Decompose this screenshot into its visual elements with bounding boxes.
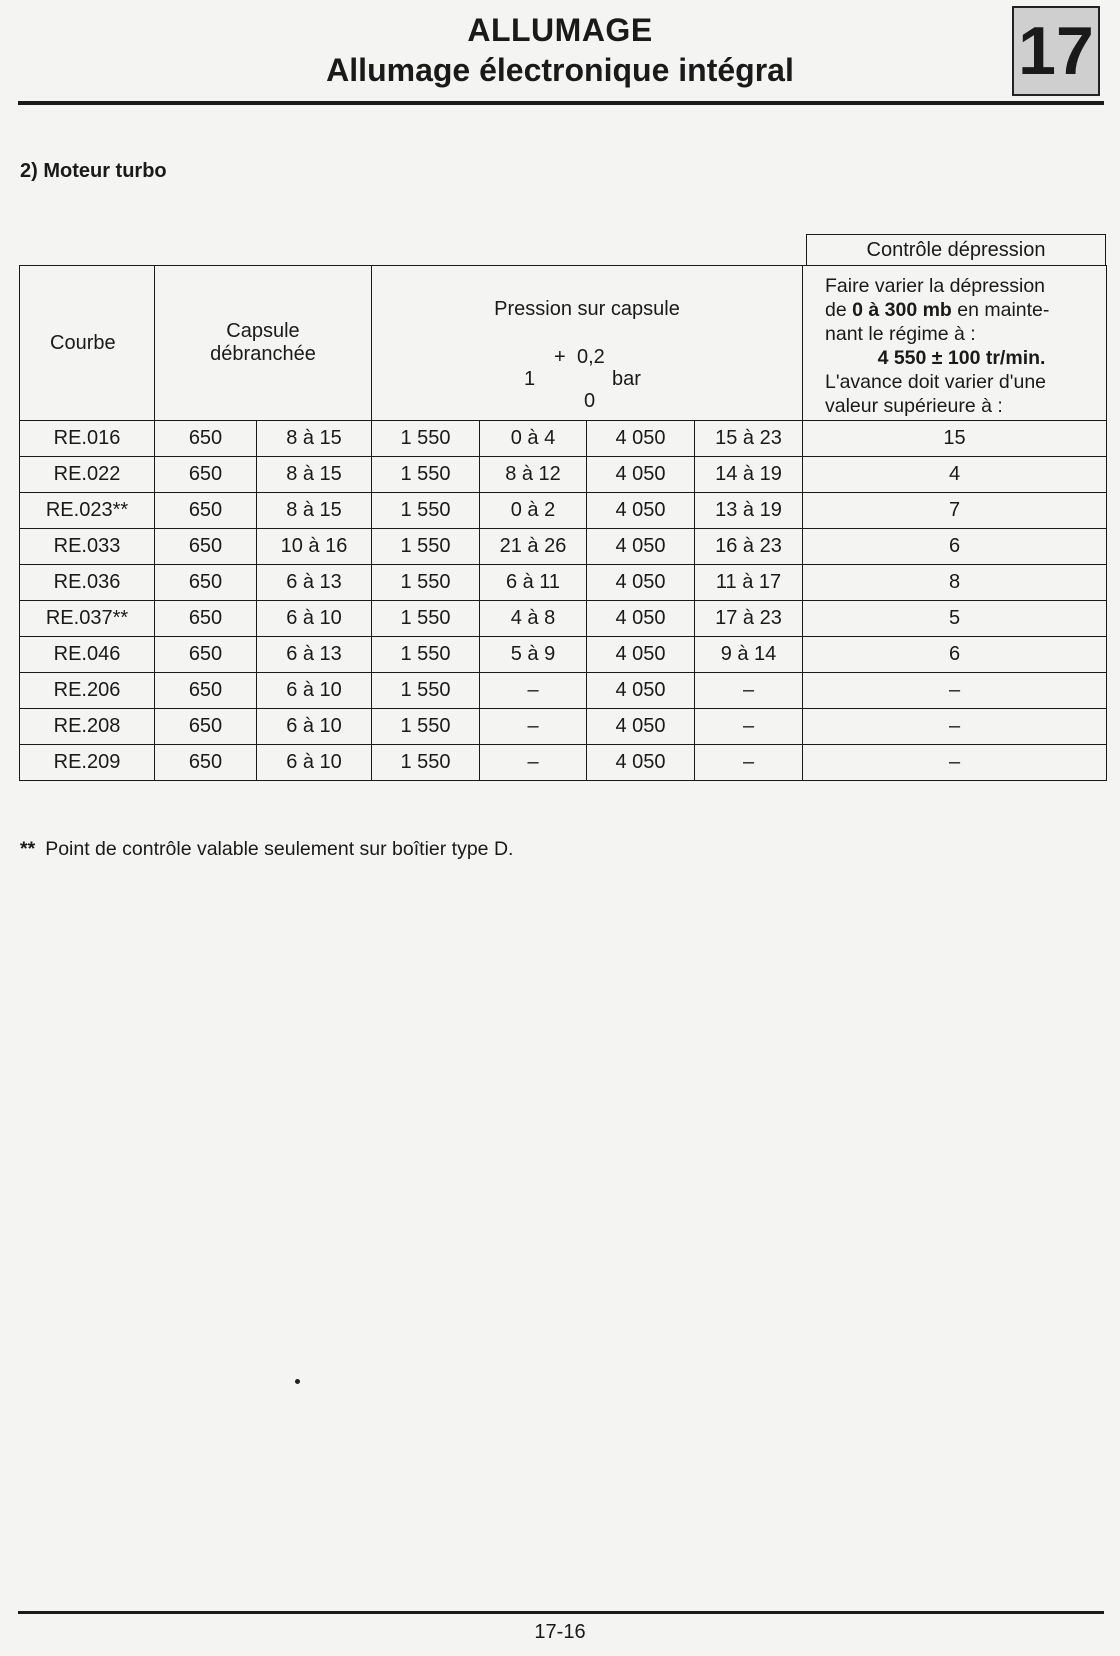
pression-unit: bar <box>612 368 641 390</box>
table-row <box>20 709 1107 745</box>
cell-pression-regime-1: 1 550 <box>372 709 480 745</box>
cell-courbe: RE.209 <box>20 745 155 781</box>
footer-divider <box>18 1611 1104 1614</box>
table-row <box>20 529 1107 565</box>
cell-pression-avance-1: – <box>480 709 587 745</box>
cell-capsule-avance: 6 à 10 <box>257 745 372 781</box>
cell-pression-regime-1: 1 550 <box>372 457 480 493</box>
controle-line2-bold: 0 à 300 mb <box>852 299 952 321</box>
header-pression-label: Pression sur capsule <box>494 298 680 320</box>
cell-pression-avance-1: 21 à 26 <box>480 529 587 565</box>
page-number: 17-16 <box>534 1621 586 1643</box>
cell-pression-avance-2: – <box>695 673 803 709</box>
table-row <box>20 745 1107 781</box>
cell-capsule-regime: 650 <box>155 709 257 745</box>
cell-courbe: RE.206 <box>20 673 155 709</box>
cell-pression-regime-1: 1 550 <box>372 637 480 673</box>
cell-capsule-avance: 6 à 10 <box>257 709 372 745</box>
table-header-row <box>20 266 1107 421</box>
footnote <box>20 838 513 861</box>
pression-tolerance-upper: 0,2 <box>577 346 605 368</box>
cell-controle-valeur: 5 <box>803 601 1107 637</box>
cell-controle-valeur: – <box>803 745 1107 781</box>
cell-controle-valeur: – <box>803 709 1107 745</box>
cell-pression-regime-2: 4 050 <box>587 637 695 673</box>
header-divider <box>18 101 1104 105</box>
table-row <box>20 565 1107 601</box>
cell-pression-avance-2: 9 à 14 <box>695 637 803 673</box>
cell-pression-regime-1: 1 550 <box>372 421 480 457</box>
cell-pression-regime-2: 4 050 <box>587 709 695 745</box>
table-row <box>20 637 1107 673</box>
controle-line3: nant le régime à : <box>825 323 976 345</box>
cell-pression-regime-2: 4 050 <box>587 421 695 457</box>
cell-pression-avance-1: 0 à 4 <box>480 421 587 457</box>
cell-courbe: RE.033 <box>20 529 155 565</box>
footnote-marker: ** <box>20 838 36 860</box>
cell-controle-valeur: 6 <box>803 637 1107 673</box>
cell-pression-regime-2: 4 050 <box>587 601 695 637</box>
page-title: ALLUMAGE <box>467 12 653 48</box>
pression-tolerance-lower: 0 <box>584 390 596 412</box>
cell-capsule-regime: 650 <box>155 421 257 457</box>
cell-capsule-regime: 650 <box>155 529 257 565</box>
controle-line2-suffix: en mainte- <box>951 299 1050 321</box>
cell-capsule-avance: 6 à 10 <box>257 673 372 709</box>
page-subtitle: Allumage électronique intégral <box>326 52 794 88</box>
cell-controle-valeur: 15 <box>803 421 1107 457</box>
header-capsule <box>155 266 372 421</box>
cell-capsule-avance: 6 à 13 <box>257 565 372 601</box>
controle-line1: Faire varier la dépression <box>825 275 1046 297</box>
cell-pression-avance-1: – <box>480 673 587 709</box>
cell-controle-valeur: 8 <box>803 565 1107 601</box>
cell-pression-regime-1: 1 550 <box>372 745 480 781</box>
page-header <box>0 0 1120 110</box>
cell-controle-valeur: 7 <box>803 493 1107 529</box>
controle-line4: 4 550 ± 100 tr/min. <box>877 347 1046 369</box>
cell-pression-avance-2: – <box>695 709 803 745</box>
cell-capsule-avance: 8 à 15 <box>257 457 372 493</box>
cell-courbe: RE.037** <box>20 601 155 637</box>
table-row <box>20 493 1107 529</box>
cell-pression-regime-1: 1 550 <box>372 565 480 601</box>
table-row <box>20 601 1107 637</box>
cell-pression-regime-2: 4 050 <box>587 745 695 781</box>
cell-pression-avance-1: 6 à 11 <box>480 565 587 601</box>
cell-pression-avance-1: 4 à 8 <box>480 601 587 637</box>
cell-pression-avance-2: 11 à 17 <box>695 565 803 601</box>
controle-line2-prefix: de <box>825 299 853 321</box>
table-row <box>20 457 1107 493</box>
cell-courbe: RE.016 <box>20 421 155 457</box>
controle-depression-header: Contrôle dépression <box>806 234 1106 265</box>
cell-capsule-avance: 10 à 16 <box>257 529 372 565</box>
cell-capsule-regime: 650 <box>155 637 257 673</box>
cell-pression-avance-2: 16 à 23 <box>695 529 803 565</box>
chapter-badge: 17 <box>1012 6 1100 96</box>
header-courbe: Courbe <box>20 266 155 421</box>
cell-pression-avance-2: 13 à 19 <box>695 493 803 529</box>
cell-courbe: RE.046 <box>20 637 155 673</box>
data-table <box>19 265 1107 781</box>
cell-capsule-regime: 650 <box>155 673 257 709</box>
cell-controle-valeur: – <box>803 673 1107 709</box>
cell-pression-regime-2: 4 050 <box>587 457 695 493</box>
print-speck <box>295 1379 300 1384</box>
cell-capsule-regime: 650 <box>155 493 257 529</box>
cell-pression-regime-1: 1 550 <box>372 601 480 637</box>
cell-capsule-avance: 6 à 10 <box>257 601 372 637</box>
cell-pression-avance-1: 0 à 2 <box>480 493 587 529</box>
cell-controle-valeur: 6 <box>803 529 1107 565</box>
cell-capsule-regime: 650 <box>155 601 257 637</box>
cell-pression-regime-1: 1 550 <box>372 529 480 565</box>
cell-courbe: RE.036 <box>20 565 155 601</box>
cell-pression-avance-1: – <box>480 745 587 781</box>
cell-capsule-avance: 8 à 15 <box>257 421 372 457</box>
cell-pression-regime-2: 4 050 <box>587 673 695 709</box>
cell-capsule-avance: 6 à 13 <box>257 637 372 673</box>
cell-pression-avance-1: 5 à 9 <box>480 637 587 673</box>
cell-pression-avance-2: 15 à 23 <box>695 421 803 457</box>
cell-pression-avance-2: – <box>695 745 803 781</box>
section-title: 2) Moteur turbo <box>20 160 167 182</box>
cell-capsule-regime: 650 <box>155 745 257 781</box>
controle-line5: L'avance doit varier d'une <box>825 371 1047 393</box>
header-controle-text <box>803 266 1107 421</box>
cell-pression-avance-2: 17 à 23 <box>695 601 803 637</box>
cell-pression-avance-1: 8 à 12 <box>480 457 587 493</box>
cell-pression-regime-1: 1 550 <box>372 673 480 709</box>
cell-pression-regime-2: 4 050 <box>587 529 695 565</box>
header-capsule-line1: Capsule <box>226 320 300 342</box>
cell-pression-regime-2: 4 050 <box>587 493 695 529</box>
header-pression <box>372 266 803 421</box>
header-capsule-line2: débranchée <box>210 343 316 365</box>
pression-plus: + <box>554 346 566 368</box>
cell-pression-avance-2: 14 à 19 <box>695 457 803 493</box>
cell-capsule-regime: 650 <box>155 565 257 601</box>
cell-capsule-avance: 8 à 15 <box>257 493 372 529</box>
cell-controle-valeur: 4 <box>803 457 1107 493</box>
cell-capsule-regime: 650 <box>155 457 257 493</box>
cell-courbe: RE.208 <box>20 709 155 745</box>
table-row <box>20 421 1107 457</box>
cell-pression-regime-1: 1 550 <box>372 493 480 529</box>
cell-pression-regime-2: 4 050 <box>587 565 695 601</box>
cell-courbe: RE.022 <box>20 457 155 493</box>
controle-line6: valeur supérieure à : <box>825 395 1003 417</box>
cell-courbe: RE.023** <box>20 493 155 529</box>
footnote-text: Point de contrôle valable seulement sur boîtier type D. <box>45 838 514 860</box>
table-row <box>20 673 1107 709</box>
pression-base: 1 <box>524 368 536 390</box>
